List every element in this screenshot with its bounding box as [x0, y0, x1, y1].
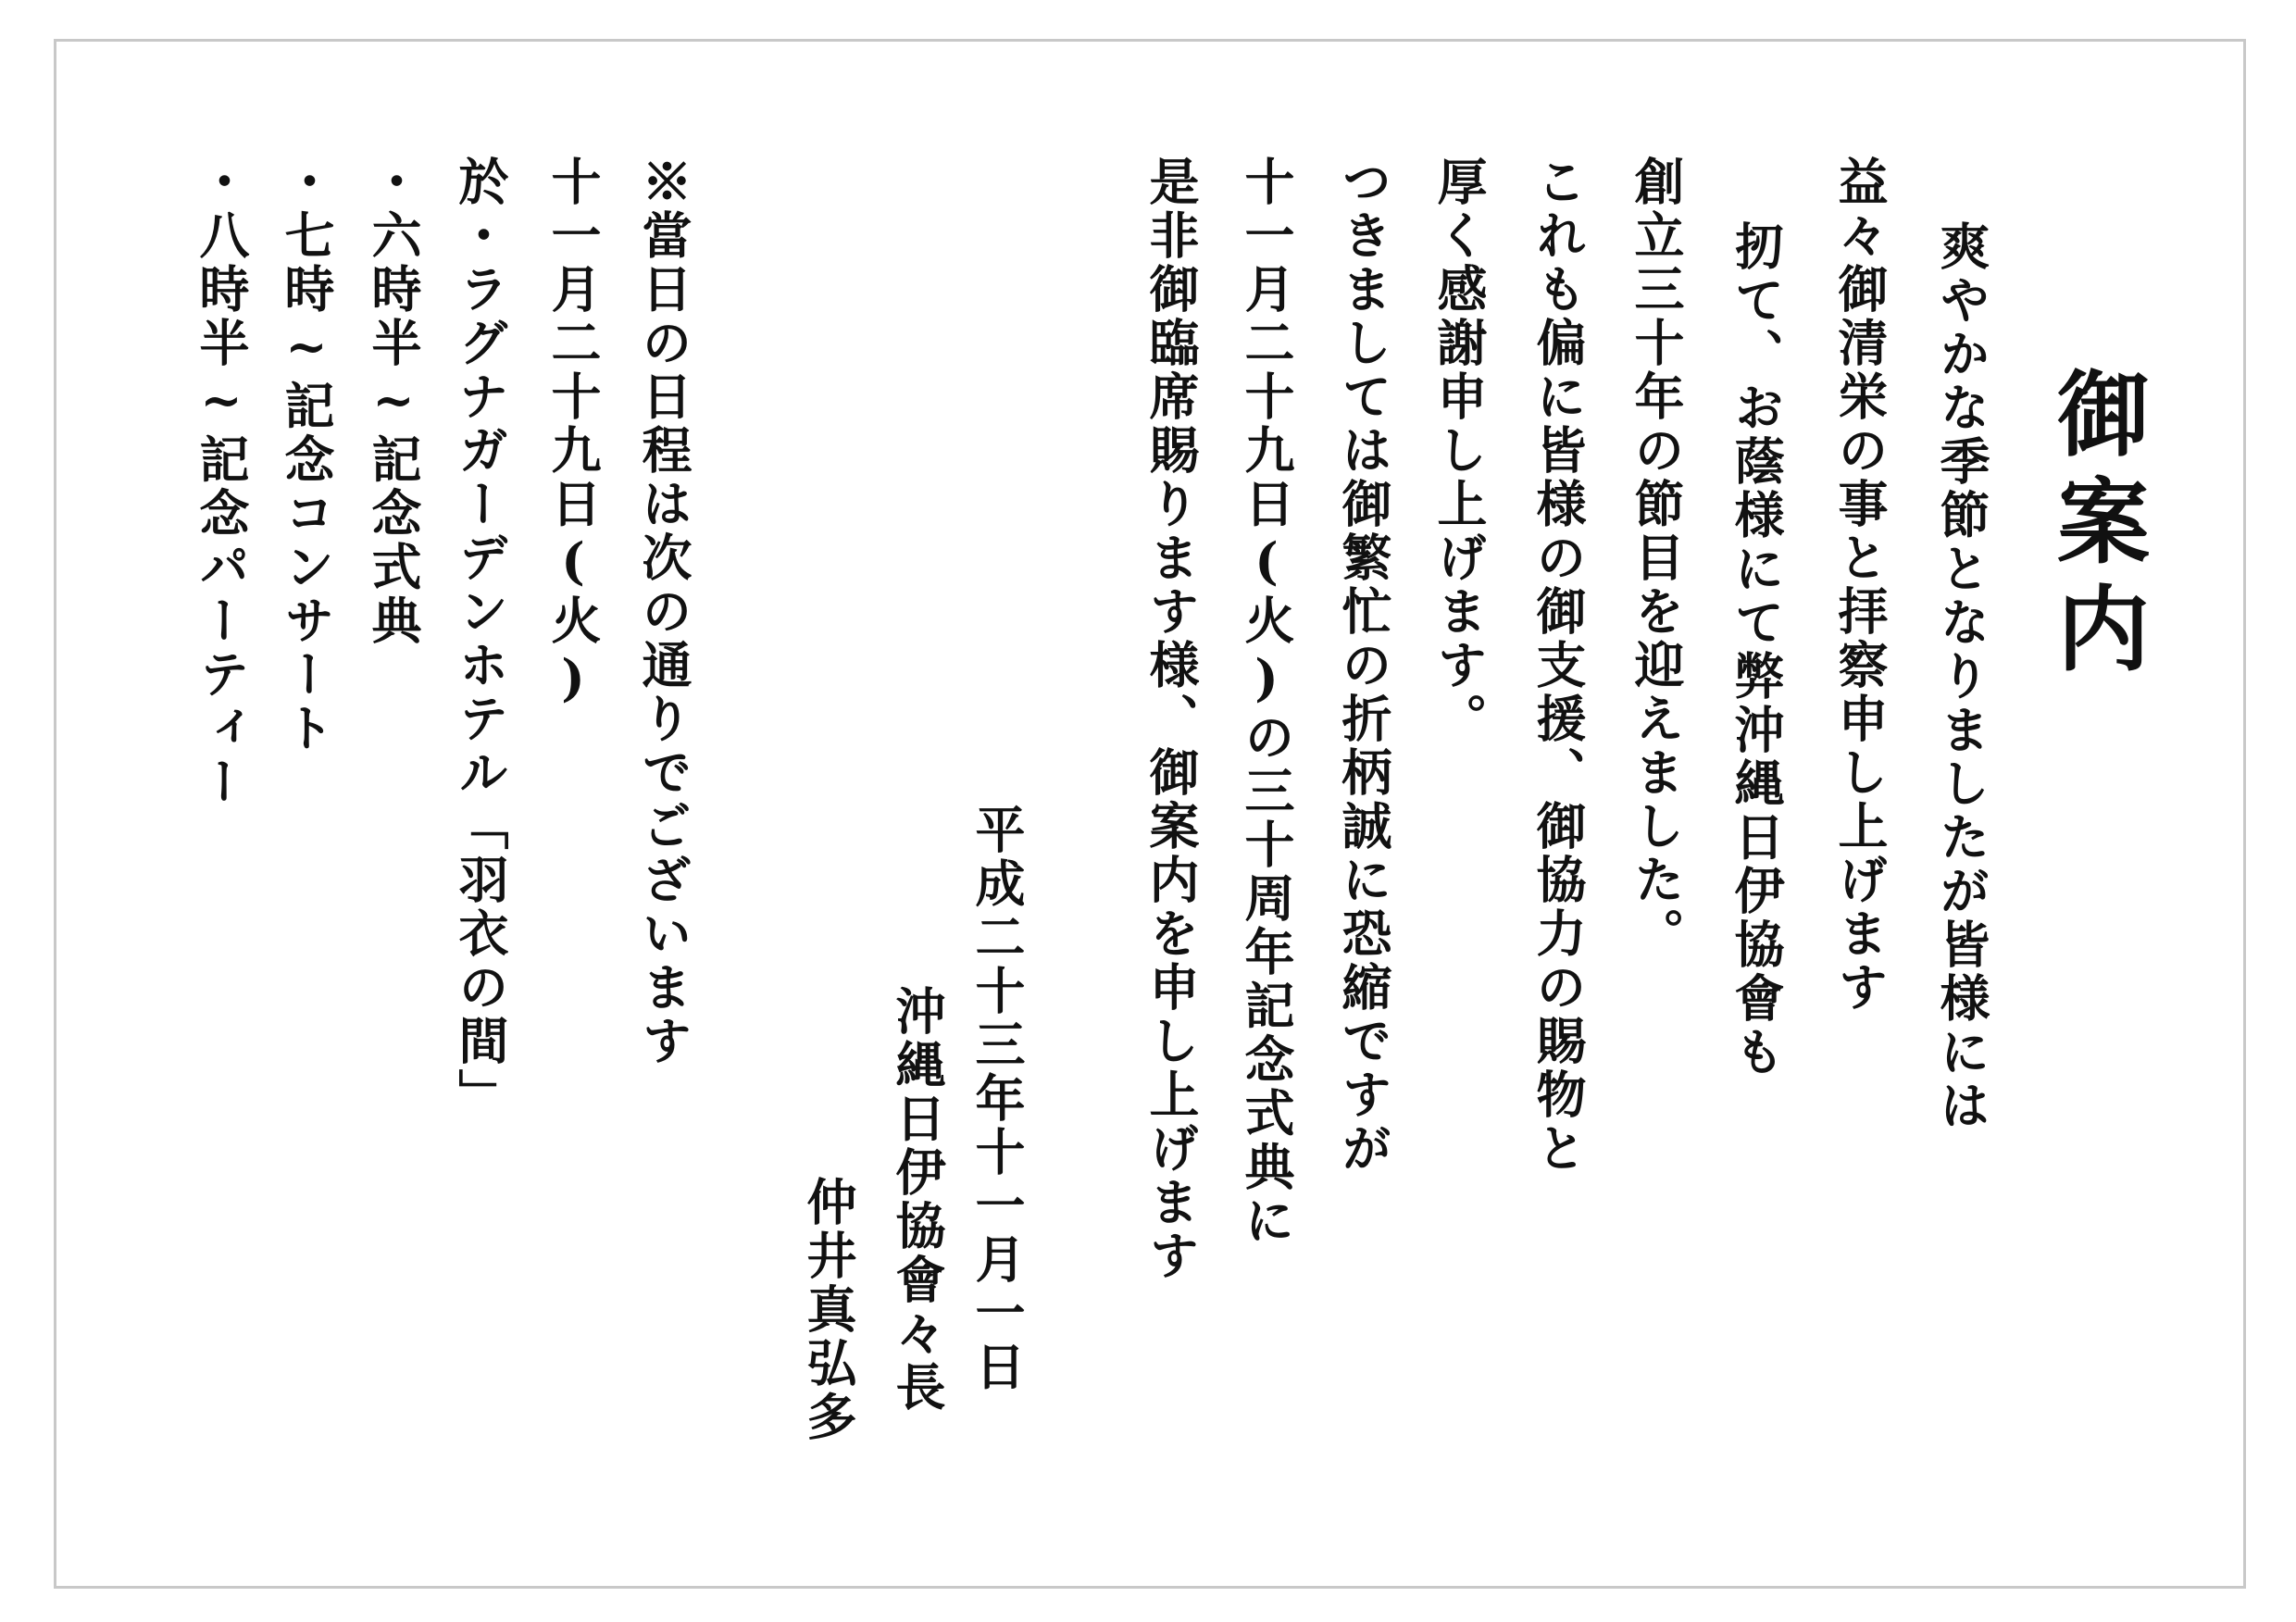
schedule-heading: ※當日の日程は次の通りでございます [634, 156, 693, 1068]
body-line-9: 是非御臨席賜ります様、御案内を申し上げます [1142, 156, 1201, 1283]
signature-date: 平成二十三年十一月一日 [967, 804, 1027, 1394]
body-line-2: 益々御清栄の事と拝察申し上げます [1830, 156, 1890, 1015]
schedule-item-concert: ・七時~記念コンサート [277, 156, 336, 755]
body-line-5: これも偏に皆様の御支援、御協力の賜物と [1529, 156, 1588, 1176]
body-line-8: 十一月二十九日(火)の三十周年記念式典に [1237, 156, 1296, 1248]
body-line-3: 扨て、お蔭様にて弊沖縄日伊協會も [1727, 220, 1786, 1079]
schedule-item-ceremony: ・六時半~記念式典 [364, 156, 423, 648]
signature-organization: 沖縄日伊協會々長 [888, 985, 947, 1415]
page-title: 御案内 [2041, 366, 2151, 688]
body-line-7: つきましては御繁忙の折柄誠に恐縮ですが [1334, 156, 1393, 1176]
signature-name: 仲井真弘多 [799, 1176, 858, 1444]
schedule-item-party: ・八時半~記念パーティー [192, 156, 251, 809]
schedule-date: 十一月二十九日(火) [543, 156, 603, 711]
schedule-venue: 於・ラグナガーデンホテル「羽衣の間」 [451, 156, 510, 1122]
body-line-4: 創立三十年の節目を迎えました。 [1627, 156, 1686, 961]
body-line-1: 爽やかな季節となりましたが皆様には [1932, 220, 1991, 1133]
body-line-6: 厚く感謝申し上げます。 [1429, 156, 1489, 746]
